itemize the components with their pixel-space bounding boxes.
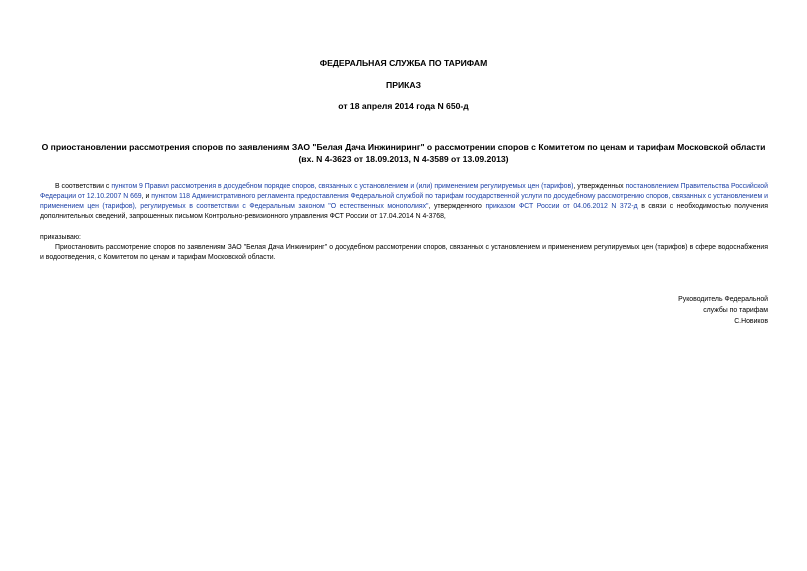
document-date-number: от 18 апреля 2014 года N 650-д bbox=[338, 101, 469, 111]
link-fst-order[interactable]: приказом ФСТ России от 04.06.2012 N 372-д bbox=[485, 203, 638, 210]
signature-block bbox=[678, 294, 768, 327]
order-paragraph: Приостановить рассмотрение споров по заявлениям ЗАО "Белая Дача Инжиниринг" о досудебном рассмотрении споров, связанных с установлением и применением регулируемых цен (тарифов) в сфере водоснабжения и водоотведения, с Комитетом по ценам и тарифам Московской области. bbox=[40, 244, 768, 261]
link-regulation-point-118[interactable]: пунктом 118 Административного регламента предоставления Федеральной службой по тарифам государственной услуги по досудебному рассмотрению споров, связанных с установлением и применением цен (тарифов), регулируемых в соответствии с Федеральным законом "О естественных монополиях" bbox=[40, 193, 768, 210]
document-type: ПРИКАЗ bbox=[386, 80, 421, 90]
order-word: приказываю: bbox=[40, 234, 81, 241]
signature-position-line-1: Руководитель Федеральной bbox=[678, 296, 768, 303]
preamble-text-1: В соответствии с bbox=[55, 183, 112, 190]
link-rules-point-9[interactable]: пунктом 9 Правил рассмотрения в досудебном порядке споров, связанных с установлением и (или) применением регулируемых цен (тарифов) bbox=[111, 183, 574, 190]
preamble-text-5: в связи с необходимостью получения дополнительных сведений, запрошенных письмом Контрольно-ревизионного управления ФСТ России от 17.04.2014 N 4-3768, bbox=[40, 203, 768, 220]
signature-name: С.Новиков bbox=[734, 318, 768, 325]
agency-name: ФЕДЕРАЛЬНАЯ СЛУЖБА ПО ТАРИФАМ bbox=[319, 58, 488, 68]
preamble-text-3: , и bbox=[141, 193, 152, 200]
signature-position-line-2: службы по тарифам bbox=[703, 307, 768, 314]
preamble-paragraph bbox=[40, 182, 768, 222]
preamble-text-2: , утвержденных bbox=[573, 183, 626, 190]
preamble-text-4: , утвержденного bbox=[428, 203, 486, 210]
document-title: О приостановлении рассмотрения споров по заявлениям ЗАО "Белая Дача Инжиниринг" о рассмотрении споров с Комитетом по ценам и тарифам Московской области (вх. N 4-3623 от 18.09.2013, N 4-3589 от 13.09.2013) bbox=[41, 142, 766, 164]
link-government-decree[interactable]: постановлением Правительства Российской Федерации от 12.10.2007 N 669 bbox=[40, 183, 768, 200]
